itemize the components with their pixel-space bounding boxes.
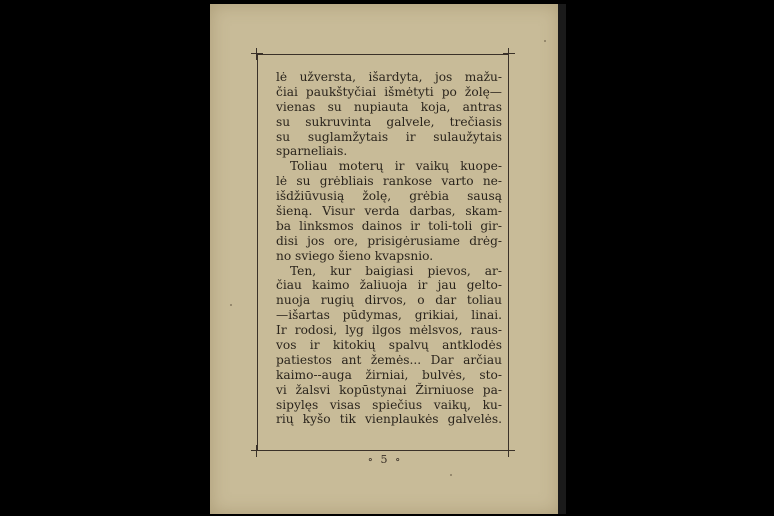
text-line: čiau kaimo žaliuoja ir jau gelto- xyxy=(276,278,502,293)
text-line: kaimo--auga žirniai, bulvės, sto- xyxy=(276,367,502,382)
page-edge-shadow xyxy=(558,4,566,514)
text-line: disi jos ore, prisigėrusiame drėg- xyxy=(276,233,502,248)
text-line: išdžiūvusią žolę, grėbia sausą xyxy=(276,189,502,204)
text-line: vos ir kitokių spalvų antklodės xyxy=(276,338,502,353)
text-line: vienas su nupiauta koja, antras xyxy=(276,99,502,114)
paper-speck xyxy=(230,304,232,306)
text-line: no sviego šieno kvapsnio. xyxy=(276,248,434,263)
text-line: nuoja rugių dirvos, o dar toliau xyxy=(276,293,502,308)
book-page xyxy=(210,4,560,514)
text-line: sipylęs visas spiečius vaikų, ku- xyxy=(276,397,502,412)
corner-mark-top-right xyxy=(503,48,515,60)
text-line: ba linksmos dainos ir toli-toli gir- xyxy=(276,218,502,233)
text-line: rių kyšo tik vienplaukės galvelės. xyxy=(276,412,502,427)
text-line: Ten, kur baigiasi pievos, ar- xyxy=(290,263,502,278)
paper-speck xyxy=(544,40,546,42)
text-line: lė su grėbliais rankose varto ne- xyxy=(276,174,502,189)
page-text-block xyxy=(276,70,502,427)
text-line: patiestos ant žemės... Dar arčiau xyxy=(276,352,502,367)
text-line: lė užversta, išardyta, jos mažu- xyxy=(276,70,502,84)
page-number: ∘ 5 ∘ xyxy=(367,453,403,466)
text-line: su suglamžytais ir sulaužytais xyxy=(276,129,502,144)
text-line: šieną. Visur verda darbas, skam- xyxy=(276,204,502,219)
text-line: Toliau moterų ir vaikų kuope- xyxy=(290,159,502,174)
text-line: čiai paukštyčiai išmėtyti po žolę— xyxy=(276,84,502,99)
text-line: —išartas pūdymas, grikiai, linai. xyxy=(276,308,502,323)
text-line: vi žalsvi kopūstynai Žirniuose pa- xyxy=(276,382,502,397)
corner-mark-top-left xyxy=(251,48,263,60)
text-line: Ir rodosi, lyg ilgos mėlsvos, raus- xyxy=(276,323,502,338)
paper-speck xyxy=(450,474,452,476)
text-line: sparneliais. xyxy=(276,144,348,159)
text-line: su sukruvinta galvele, trečiasis xyxy=(276,114,502,129)
